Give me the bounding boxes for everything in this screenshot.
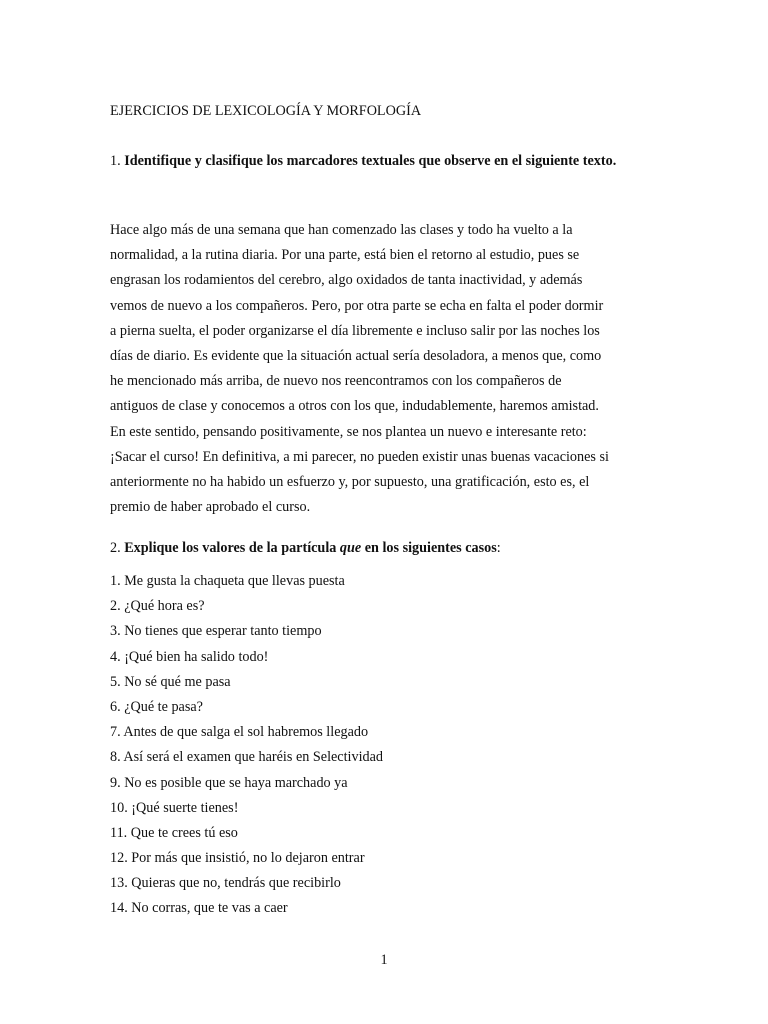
case-list [110,571,383,924]
exercise-text [110,218,660,520]
question-2-particle: que [339,540,362,556]
list-item: 5. No sé qué me pasa [110,673,231,690]
text-line: premio de haber aprobado el curso. [110,499,311,516]
question-1-prompt: Identifique y clasifique los marcadores textuales que observe en el siguiente texto. [124,153,617,169]
question-1-number: 1. [110,153,125,169]
question-2 [110,538,501,558]
list-item: 6. ¿Qué te pasa? [110,698,203,715]
page-number: 1 [380,952,388,968]
text-line: he mencionado más arriba, de nuevo nos reencontramos con los compañeros de [110,373,562,390]
question-2-prompt-before: Explique los valores de la partícula [124,540,340,556]
document-title: EJERCICIOS DE LEXICOLOGÍA Y MORFOLOGÍA [110,103,422,119]
question-2-number: 2. [110,540,125,556]
question-2-prompt [124,540,497,556]
question-1 [110,151,650,171]
text-line: normalidad, a la rutina diaria. Por una parte, está bien el retorno al estudio, pues se [110,247,580,264]
list-item: 1. Me gusta la chaqueta que llevas puesta [110,573,345,589]
text-line: a pierna suelta, el poder organizarse el día libremente e incluso salir por las noches los [110,322,600,339]
list-item: 14. No corras, que te vas a caer [110,900,288,917]
text-line: engrasan los rodamientos del cerebro, algo oxidados de tanta inactividad, y además [110,272,583,289]
list-item: 13. Quieras que no, tendrás que recibirlo [110,875,341,892]
text-line: ¡Sacar el curso! En definitiva, a mi parecer, no pueden existir unas buenas vacaciones si [110,448,609,465]
list-item: 4. ¡Qué bien ha salido todo! [110,648,269,665]
text-line: vemos de nuevo a los compañeros. Pero, por otra parte se echa en falta el poder dormir [110,297,604,314]
list-item: 8. Así será el examen que haréis en Selectividad [110,749,384,766]
text-line: En este sentido, pensando positivamente, se nos plantea un nuevo e interesante reto: [110,423,587,440]
text-line: anteriormente no ha habido un esfuerzo y, por supuesto, una gratificación, esto es, el [110,474,590,491]
list-item: 7. Antes de que salga el sol habremos llegado [110,724,369,741]
list-item: 3. No tienes que esperar tanto tiempo [110,623,322,640]
question-2-colon: : [496,540,501,556]
list-item: 12. Por más que insistió, no lo dejaron entrar [110,850,365,867]
text-line: días de diario. Es evidente que la situación actual sería desoladora, a menos que, como [110,348,602,365]
list-item: 10. ¡Qué suerte tienes! [110,799,239,816]
text-line: antiguos de clase y conocemos a otros con los que, indudablemente, haremos amistad. [110,398,599,415]
text-line: Hace algo más de una semana que han comenzado las clases y todo ha vuelto a la [110,222,573,238]
question-2-prompt-after: en los siguientes casos [361,540,497,556]
list-item: 2. ¿Qué hora es? [110,598,205,615]
list-item: 11. Que te crees tú eso [110,824,238,841]
list-item: 9. No es posible que se haya marchado ya [110,774,348,791]
